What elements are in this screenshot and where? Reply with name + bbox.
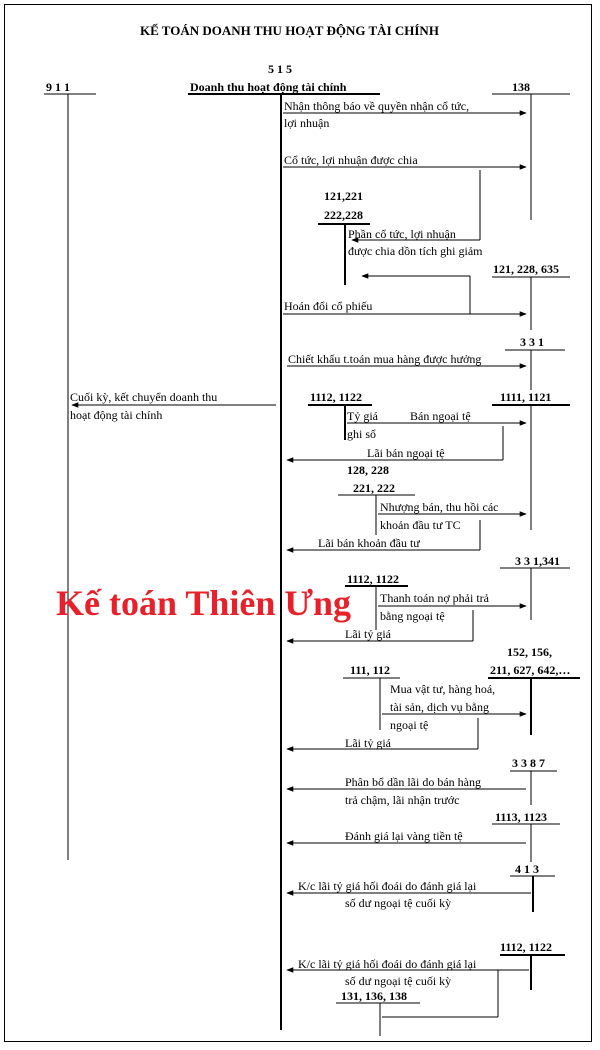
label-l1b: lợi nhuận <box>284 116 330 130</box>
label-l15b: trả chậm, lãi nhận trước <box>345 793 460 807</box>
label-l2: Cổ tức, lợi nhuận được chia <box>284 153 418 167</box>
label-l7a: Tỷ giá <box>347 409 378 423</box>
label-l11b: bằng ngoại tệ <box>380 609 445 623</box>
label-l8: Lãi bán ngoại tệ <box>367 446 445 460</box>
label-l6a: Cuối kỳ, kết chuyển doanh thu <box>70 390 218 404</box>
label-l13b: tài sản, dịch vụ bằng <box>390 700 489 714</box>
account-1113-1123: 1113, 1123 <box>495 810 548 824</box>
label-l17a: K/c lãi tỷ giá hối đoái do đánh giá lại <box>298 879 477 893</box>
label-l14: Lãi tỷ giá <box>345 736 391 750</box>
label-l18b: số dư ngoại tệ cuối kỳ <box>345 974 452 988</box>
account-515-code: 5 1 5 <box>268 62 292 76</box>
label-l10: Lãi bán khoản đầu tư <box>318 536 420 550</box>
account-413: 4 1 3 <box>515 862 539 876</box>
label-l1a: Nhận thông báo về quyền nhận cổ tức, <box>284 99 470 113</box>
account-331-341: 3 3 1,341 <box>515 554 560 568</box>
label-l4: Hoán đổi cổ phiếu <box>284 299 373 313</box>
account-138: 138 <box>512 80 530 94</box>
label-l9b: khoản đầu tư TC <box>380 518 461 532</box>
account-1112-1122-c: 1112, 1122 <box>500 940 553 954</box>
label-l3a: Phần cổ tức, lợi nhuận <box>348 227 456 241</box>
label-l7b: ghi sổ <box>347 427 377 441</box>
account-121-221: 121,221 <box>324 189 363 203</box>
account-1112-1122-b: 1112, 1122 <box>347 572 400 586</box>
account-3387: 3 3 8 7 <box>512 756 545 770</box>
account-515-name: Doanh thu hoạt động tài chính <box>190 80 347 94</box>
account-222-228: 222,228 <box>324 208 363 222</box>
account-121-228-635: 121, 228, 635 <box>493 262 559 276</box>
account-211-etc: 211, 627, 642,… <box>490 663 571 677</box>
label-l5: Chiết khấu t.toán mua hàng được hưởng <box>288 352 482 366</box>
account-911: 9 1 1 <box>46 80 70 94</box>
label-l12: Lãi tỷ giá <box>345 627 391 641</box>
account-131-136-138: 131, 136, 138 <box>341 989 407 1003</box>
account-128-228: 128, 228 <box>347 463 389 477</box>
label-l7c: Bán ngoại tệ <box>410 409 471 423</box>
label-l13c: ngoại tệ <box>390 718 429 732</box>
label-l11a: Thanh toán nợ phải trả <box>380 591 489 605</box>
label-l9a: Nhượng bán, thu hồi các <box>380 500 499 514</box>
account-1111-1121: 1111, 1121 <box>500 390 552 404</box>
diagram-title: KẾ TOÁN DOANH THU HOẠT ĐỘNG TÀI CHÍNH <box>140 23 439 38</box>
label-l17b: số dư ngoại tệ cuối kỳ <box>345 896 452 910</box>
label-l15a: Phân bổ dần lãi do bán hàng <box>345 775 481 789</box>
account-152-156: 152, 156, <box>507 645 552 659</box>
label-l3b: được chia dồn tích ghi giảm <box>348 244 483 258</box>
label-l18a: K/c lãi tỷ giá hối đoái do đánh giá lại <box>298 957 477 971</box>
label-l16: Đánh giá lại vàng tiền tệ <box>345 829 463 843</box>
watermark: Kế toán Thiên Ưng <box>56 583 352 623</box>
account-1112-1122: 1112, 1122 <box>310 390 363 404</box>
account-331: 3 3 1 <box>520 335 544 349</box>
label-l6b: hoạt động tài chính <box>70 408 163 422</box>
account-221-222: 221, 222 <box>353 481 395 495</box>
account-111-112: 111, 112 <box>350 663 391 677</box>
label-l13a: Mua vật tư, hàng hoá, <box>390 682 496 696</box>
